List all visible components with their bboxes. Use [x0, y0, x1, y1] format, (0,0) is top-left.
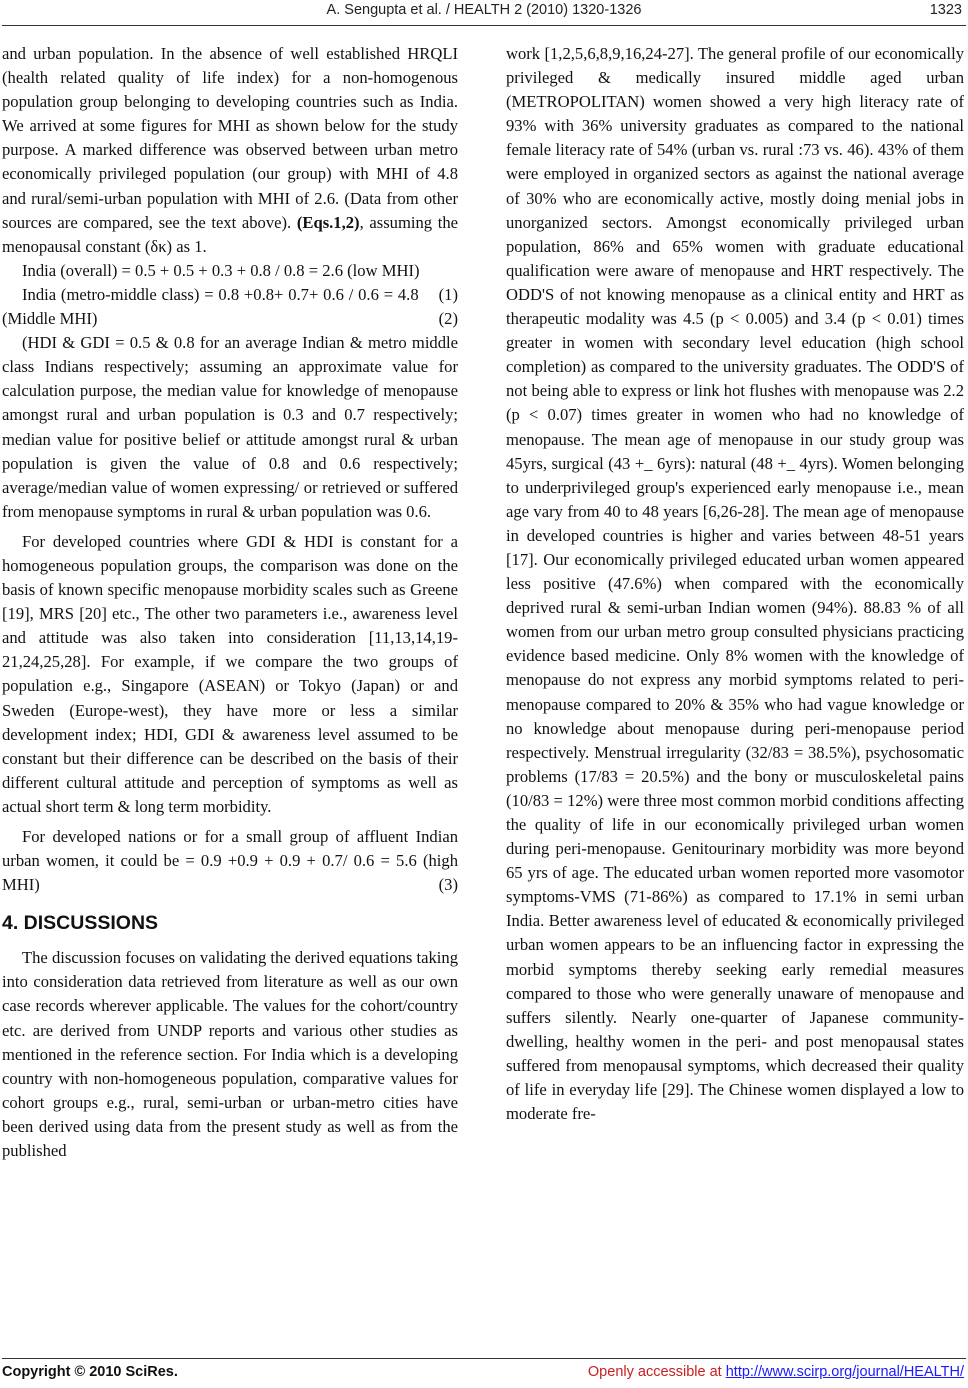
- footer-rule: [2, 1358, 966, 1359]
- left-column: [2, 42, 458, 1163]
- paragraph: work [1,2,5,6,8,9,16,24-27]. The general profile of our economically privileged & medically insured middle aged urban (METROPOLITAN) women showed a very high literacy rate of 93% with 36% university graduates as compared to the national female literacy rate of 54% (urban vs. rural :73 vs. 46). 43% of them were employed in organized sectors as against the national average of 30% who are economically active, mostly doing menial jobs in unorganized sectors. Amongst economically privileged urban population, 86% and 65% women with graduate educational qualification were aware of menopause and HRT respectively. The ODD'S of not knowing menopause as a clinical entity and HRT as therapeutic modality was 4.5 (p < 0.005) and 3.4 (p < 0.01) times greater in women with secondary level education (high school completion) as compared to the university graduates. The ODD'S of not being able to express or link hot flushes with menopause was 2.2 (p < 0.07) times greater in women who had no knowledge of menopause. The mean age of menopause in our study group was 45yrs, surgical (43 +_ 6yrs): natural (48 +_ 4yrs). Women belonging to underprivileged group's experienced early menopause i.e., mean age vary from 40 to 48 years [6,26-28]. The mean age of menopause in developed countries is higher and varies between 48-51 years [17]. Our economically privileged educated urban women appeared less positive (47.6%) when compared with the economically deprived rural & semi-urban Indian women (94%). 88.83 % of all women from our urban metro group consulted physicians practicing evidence based medicine. Only 8% women with the knowledge of menopause do not express any morbid symptoms related to peri-menopause compared to 20% & 35% who had vague knowledge or no knowledge about menopause during peri-menopause period respectively. Menstrual irregularity (32/83 = 38.5%), psychosomatic problems (17/83 = 20.5%) and the bony or musculoskeletal pains (10/83 = 12%) were three most common morbid conditions affecting the quality of life in our economically privileged urban women during peri-menopause. Genitourinary morbidity was more beyond 65 yrs of age. The educated urban women reported more vasomotor symptoms-VMS (71-86%) as compared to 17.1% in semi urban India. Better awareness level of educated & economically privileged urban women appears to be an influencing factor in expressing the morbid symptoms thereby seeking early remedial measures compared to those who were generally unaware of menopause and suffers silently. Nearly one-quarter of Japanese community-dwelling, healthy women in the peri- and post menopausal states suffered from menopausal symptoms, which decreased their quality of life in everyday life [29]. The Chinese women displayed a low to moderate fre-: [506, 44, 964, 1124]
- equation-ref: (Eqs.1,2): [296, 212, 360, 232]
- equation-2: [2, 283, 458, 331]
- page-header: [0, 2, 968, 22]
- access-note: [588, 1364, 964, 1380]
- page-footer: [0, 1360, 968, 1388]
- equation-number: (2): [438, 309, 458, 329]
- equation-text: For developed nations or for a small group of affluent Indian urban women, it could be = 0.9 +0.9 + 0.9 + 0.7/ 0.6 = 5.6 (high MHI): [2, 827, 458, 895]
- page-number: 1323: [929, 2, 962, 18]
- paragraph: [2, 42, 458, 259]
- copyright: Copyright © 2010 SciRes.: [2, 1364, 178, 1380]
- paragraph: The discussion focuses on validating the derived equations taking into consideration data retrieved from literature as well as our own case records wherever applicable. The values for the cohort/country etc. are derived from UNDP reports and various other studies as mentioned in the reference section. For India which is a developing country with non-homogeneous population, comparative values for cohort groups e.g., rural, semi-urban or urban-metro cities have been derived using data from the present study as well as from the published: [2, 948, 458, 1161]
- equation-1: [2, 259, 458, 304]
- paragraph-text: , assuming the menopausal constant (δκ) as 1.: [2, 212, 459, 256]
- running-title: A. Sengupta et al. / HEALTH 2 (2010) 1320-1326: [326, 2, 642, 18]
- header-rule: [2, 25, 966, 26]
- paragraph-text: and urban population. In the absence of well established HRQLI (health related quality of life index) for a non-homogenous population group belonging to developing countries such as India. We arrived at some figures for MHI as shown below for the study purpose. A marked difference was observed between urban metro economically privileged population (our group) with MHI of 4.8 and rural/semi-urban population with MHI of 2.6. (Data from other sources are compared, see the text above).: [2, 44, 458, 232]
- access-text: Openly accessible at: [587, 1364, 726, 1380]
- equation-number: (3): [438, 875, 458, 895]
- equation-number: (1): [438, 284, 458, 304]
- right-column: [506, 42, 964, 1126]
- equation-text: India (overall) = 0.5 + 0.5 + 0.3 + 0.8 / 0.8 = 2.6 (low MHI): [22, 260, 420, 280]
- section-heading: 4. DISCUSSIONS: [2, 912, 159, 935]
- equation-3: [2, 825, 458, 897]
- journal-link[interactable]: http://www.scirp.org/journal/HEALTH/: [725, 1364, 964, 1380]
- paragraph: (HDI & GDI = 0.5 & 0.8 for an average Indian & metro middle class Indians respectively; assuming an approximate value for calculation purpose, the median value for knowledge of menopause amongst rural and urban population is 0.3 and 0.7 respectively; median value for positive belief or attitude amongst rural & urban population is given the value of 0.8 and 0.6 respectively; average/median value of women expressing/ or retrieved or suffered from menopause symptoms in rural & urban population was 0.6.: [2, 333, 458, 521]
- equation-text: India (metro-middle class) = 0.8 +0.8+ 0.7+ 0.6 / 0.6 = 4.8 (Middle MHI): [2, 284, 419, 329]
- paragraph: For developed countries where GDI & HDI is constant for a homogeneous population groups, the comparison was done on the basis of known specific menopause morbidity scales such as Greene [19], MRS [20] etc., The other two parameters i.e., awareness level and attitude was also taken into consideration [11,13,14,19-21,24,25,28]. For example, if we compare the two groups of population e.g., Singapore (ASEAN) or Tokyo (Japan) or and Sweden (Europe-west), they have more or less a similar development index; HDI, GDI & awareness level assumed to be constant but their difference can be described on the basis of their different cultural attitude and perception of symptoms as well as actual short term & long term morbidity.: [2, 531, 458, 816]
